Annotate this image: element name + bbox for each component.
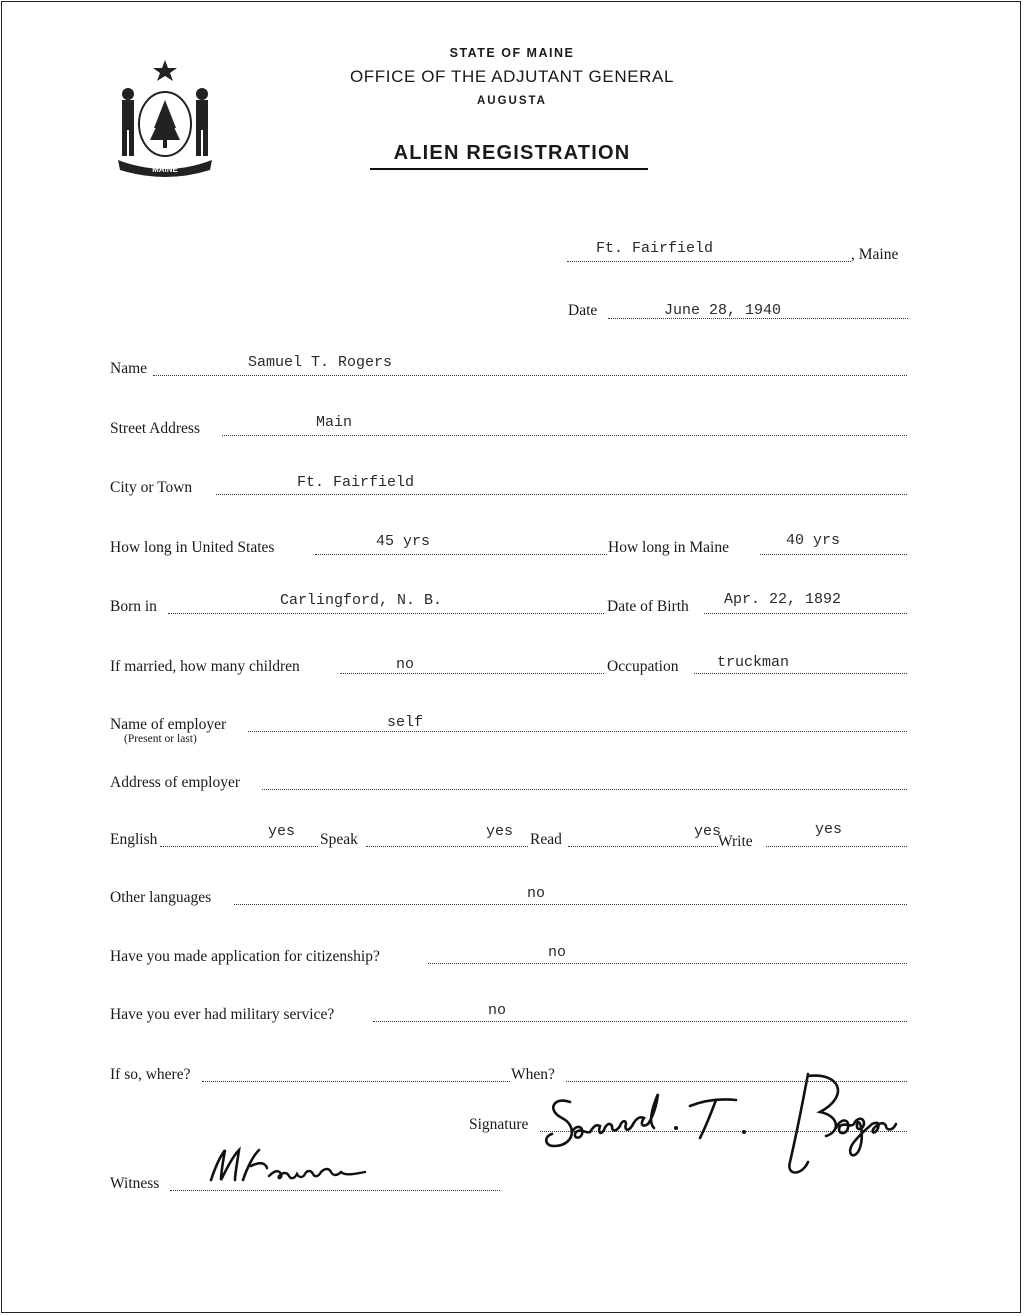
date-label: Date [568,302,598,319]
military-line [373,1021,907,1022]
when-label: When? [511,1066,555,1083]
date-value: June 28, 1940 [664,302,782,319]
children-line [340,673,604,674]
military-label: Have you ever had military service? [110,1006,335,1023]
employer-sublabel: (Present or last) [124,733,197,745]
born-in-line [168,613,604,614]
write-label: Write [718,833,753,850]
city-line [216,494,907,495]
us-years-line [315,554,607,555]
english-value: yes [268,823,296,840]
maine-years-label: How long in Maine [608,539,729,556]
citizenship-line [428,963,907,964]
dob-value: Apr. 22, 1892 [724,591,842,608]
form-title: ALIEN REGISTRATION [393,142,631,164]
title-underline [370,168,648,170]
born-in-label: Born in [110,598,157,615]
signature-label: Signature [469,1116,529,1133]
applicant-signature [540,1066,960,1178]
city-value: Ft. Fairfield [297,474,415,491]
street-line [222,435,907,436]
street-value: Main [316,414,353,431]
employer-line [248,731,907,732]
name-label: Name [110,360,148,377]
name-line [153,375,907,376]
read-label: Read [530,831,562,848]
us-years-label: How long in United States [110,539,275,556]
employer-address-line [262,789,907,790]
witness-signature [205,1140,375,1190]
read-line [568,846,718,847]
dob-line [704,613,907,614]
english-label: English [110,831,158,848]
maine-years-line [760,554,907,555]
children-value: no [396,656,415,673]
name-value: Samuel T. Rogers [248,354,393,371]
speak-label: Speak [320,831,358,848]
speak-value: yes [486,823,514,840]
other-languages-value: no [527,885,546,902]
employer-address-label: Address of employer [110,774,240,791]
us-years-value: 45 yrs [376,533,431,550]
maine-years-value: 40 yrs [786,532,841,549]
header-state: STATE OF MAINE [449,46,575,60]
dob-label: Date of Birth [607,598,689,615]
occupation-line [694,673,907,674]
occupation-label: Occupation [607,658,679,675]
city-label: City or Town [110,479,193,496]
svg-text:MAINE: MAINE [152,165,178,174]
employer-label: Name of employer [110,716,227,733]
where-line [202,1081,510,1082]
place-line [567,261,851,262]
children-label: If married, how many children [110,658,300,675]
citizenship-label: Have you made application for citizenship? [110,948,380,965]
citizenship-value: no [548,944,567,961]
employer-value: self [387,714,424,731]
military-value: no [488,1002,507,1019]
place-suffix: , Maine [851,246,899,263]
occupation-value: truckman [717,654,790,671]
witness-line [170,1190,500,1191]
born-in-value: Carlingford, N. B. [280,592,443,609]
where-label: If so, where? [110,1066,191,1083]
place-value: Ft. Fairfield [596,240,714,257]
speak-line [366,846,528,847]
read-value: yes [694,823,722,840]
witness-label: Witness [110,1175,160,1192]
street-label: Street Address [110,420,200,437]
header-city: AUGUSTA [476,95,547,107]
write-line [766,846,907,847]
other-languages-label: Other languages [110,889,212,906]
write-value: yes [815,821,843,838]
other-languages-line [234,904,907,905]
english-line [160,846,318,847]
header-office: OFFICE OF THE ADJUTANT GENERAL [349,67,675,86]
